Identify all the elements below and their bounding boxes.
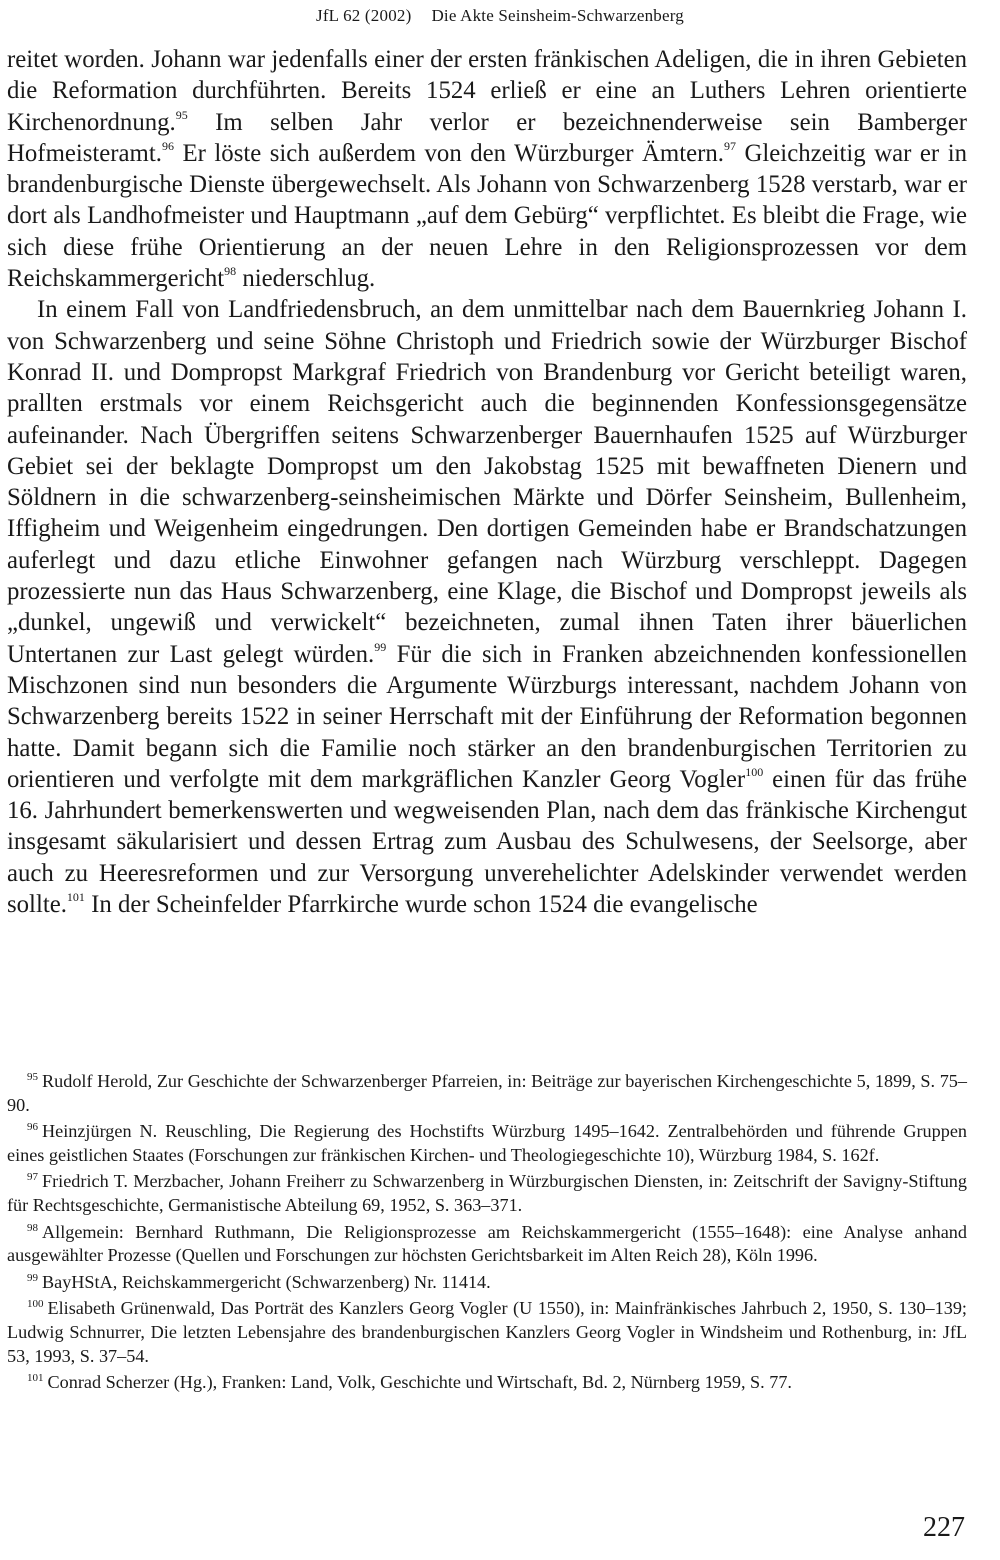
text-run: Für die sich in Franken abzeichnenden konfessionellen Mischzonen sind nun besonders die Argumente Würzburgs interessant, nachdem Johann von Schwarzenberg bereits 1522 in seiner Herrschaft mit der Einführung der Reformation begonnen hatte. Damit begann sich die Familie noch stärker an den brandenburgischen Territorien zu orientieren und verfolgte mit dem markgräflichen Kanzler Georg Vogler — [7, 640, 968, 793]
footnote-reference[interactable]: 98 — [224, 264, 237, 279]
footnote-number: 97 — [27, 1171, 38, 1184]
footnote-number: 101 — [27, 1372, 44, 1385]
running-header — [0, 6, 1000, 26]
footnote-reference[interactable]: 101 — [66, 889, 85, 904]
article-title: Die Akte Seinsheim-Schwarzenberg — [431, 6, 684, 25]
text-run: In der Scheinfelder Pfarrkirche wurde schon 1524 die evangelische — [84, 891, 758, 919]
footnote-number: 100 — [27, 1298, 44, 1311]
footnote-reference[interactable]: 95 — [175, 107, 188, 122]
footnote-reference[interactable]: 96 — [161, 138, 174, 153]
footnote-text: Elisabeth Grünenwald, Das Porträt des Kanzlers Georg Vogler (U 1550), in: Mainfränkisches Jahrbuch 2, 1950, S. 130–139; Ludwig Schnurrer, Die letzten Lebensjahre des brandenburgischen Kanzlers Georg Vogler in Windsheim und Rothenburg, in: JfL 53, 1993, S. 37–54. — [7, 1298, 967, 1366]
footnote-text: Rudolf Herold, Zur Geschichte der Schwarzenberger Pfarreien, in: Beiträge zur bayerischen Kirchengeschichte 5, 1899, S. 75–90. — [7, 1071, 967, 1115]
page-number: 227 — [923, 1512, 965, 1543]
footnote-101 — [7, 1371, 967, 1395]
text-run: einen für das frühe 16. Jahrhundert bemerkenswerten und wegweisenden Plan, nach dem das fränkische Kirchengut insgesamt säkularisiert und dessen Ertrag zum Ausbau des Schulwesens, der Seelsorge, aber auch zu Heeresreformen und zur Versorgung unverehelichter Adelskinder verwendet werden sollte. — [7, 765, 968, 919]
footnote-text: Heinzjürgen N. Reuschling, Die Regierung des Hochstifts Würzburg 1495–1642. Zentralbehörden und führende Gruppen eines geistlichen Staates (Forschungen zur fränkischen Kirchen- und Theologiegeschichte 10), Würzburg 1984, S. 162f. — [7, 1121, 967, 1165]
text-run: Gleichzeitig war er in brandenburgische Dienste übergewechselt. Als Johann von Schwarzenberg 1528 verstarb, war er dort als Landhofmeister und Hauptmann „auf dem Gebürg“ verpflichtet. Es bleibt die Frage, wie sich diese frühe Orientierung an der neuen Lehre in den Religionsprozessen vor dem Reichskammergericht — [7, 139, 967, 293]
footnote-100 — [7, 1297, 967, 1368]
footnote-number: 95 — [27, 1070, 38, 1083]
footnote-number: 99 — [27, 1271, 38, 1284]
footnote-99 — [7, 1271, 967, 1295]
paragraph-2 — [7, 294, 967, 920]
text-run: In einem Fall von Landfriedensbruch, an dem unmittelbar nach dem Bauernkrieg Johann I. von Schwarzenberg und seine Söhne Christoph und Friedrich sowie der Würzburger Bischof Konrad II. und Dompropst Markgraf Friedrich von Brandenburg vor Gericht beteiligt waren, prallten erstmals vor einem Reichsgericht auch die beginnenden Konfessionsgegensätze aufeinander. Nach Übergriffen seitens Schwarzenberger Bauernhaufen 1525 auf Würzburger Gebiet sei der beklagte Dompropst um den Jakobstag 1525 mit bewaffneten Dienern und Söldnern in die schwarzenberg-seinsheimischen Märkte und Dörfer Seinsheim, Bullenheim, Iffigheim und Weigenheim eingedrungen. Den dortigen Gemeinden habe er Brandschatzungen auferlegt und dazu etliche Einwohner gefangen nach Würzburg verschleppt. Dagegen prozessierte nun das Haus Schwarzenberg, eine Klage, die Bischof und Dompropst jeweils als „dunkel, ungewiß und verwickelt“ bezeichneten, zumal ihnen Taten ihrer bäuerlichen Untertanen zur Last gelegt würden. — [7, 296, 967, 668]
footnote-reference[interactable]: 99 — [374, 639, 387, 654]
footnote-reference[interactable]: 100 — [745, 764, 764, 779]
footnote-number: 98 — [27, 1221, 38, 1234]
footnote-text: Allgemein: Bernhard Ruthmann, Die Religionsprozesse am Reichskammergericht (1555–1648): eine Analyse anhand ausgewählter Prozesse (Quellen und Forschungen zur höchsten Gerichtsbarkeit im Alten Reich 28), Köln 1996. — [7, 1221, 967, 1266]
paragraph-1 — [7, 44, 967, 294]
text-run: Er löste sich außerdem von den Würzburger Ämtern. — [173, 139, 724, 167]
footnote-95 — [7, 1070, 967, 1117]
journal-reference: JfL 62 (2002) — [316, 6, 412, 25]
footnote-text: BayHStA, Reichskammergericht (Schwarzenberg) Nr. 11414. — [42, 1271, 491, 1292]
text-run: niederschlug. — [236, 265, 376, 293]
footnotes-section — [7, 1070, 967, 1398]
footnote-97 — [7, 1170, 967, 1217]
footnote-98 — [7, 1221, 967, 1268]
footnote-number: 96 — [27, 1121, 38, 1134]
text-run: Im selben Jahr verlor er bezeichnenderweise sein Bamberger Hofmeisteramt. — [7, 108, 967, 167]
footnote-reference[interactable]: 97 — [723, 138, 736, 153]
text-run: reitet worden. Johann war jedenfalls einer der ersten fränkischen Adeligen, die in ihren Gebieten die Reformation durchführten. Bereits 1524 erließ er eine an Luthers Lehren orientierte Kirchenordnung. — [7, 46, 967, 136]
footnote-text: Conrad Scherzer (Hg.), Franken: Land, Volk, Geschichte und Wirtschaft, Bd. 2, Nürnberg 1959, S. 77. — [47, 1372, 792, 1393]
main-text — [7, 44, 967, 920]
footnote-text: Friedrich T. Merzbacher, Johann Freiherr zu Schwarzenberg in Würzburgischen Diensten, in: Zeitschrift der Savigny-Stiftung für Rechtsgeschichte, Germanistische Abteilung 69, 1952, S. 363–371. — [7, 1171, 967, 1215]
footnote-96 — [7, 1120, 967, 1167]
